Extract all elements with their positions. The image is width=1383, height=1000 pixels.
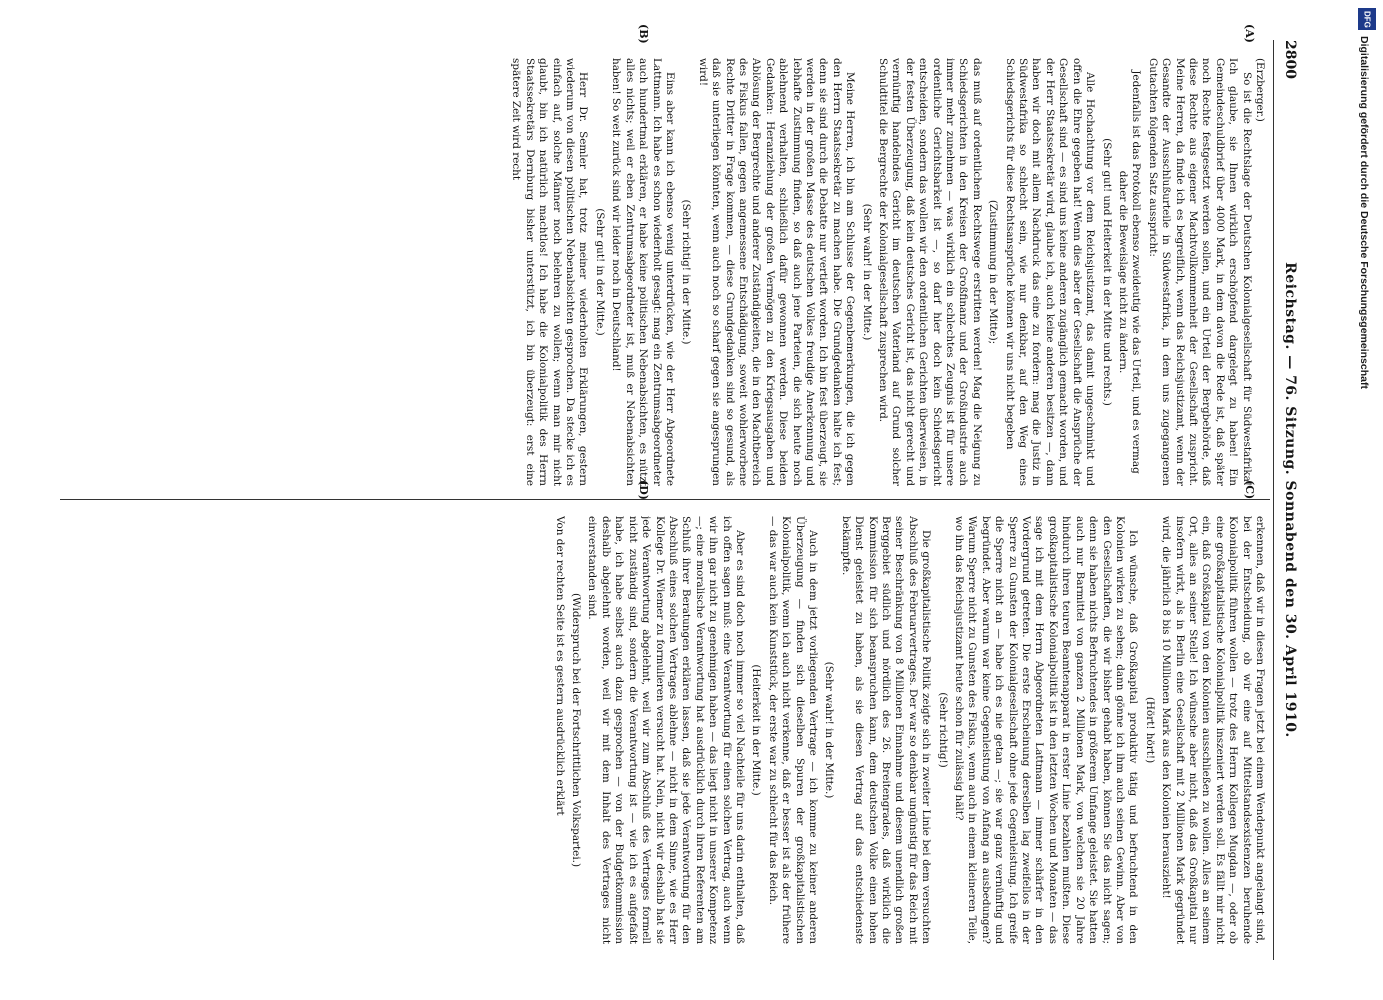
right-column (61, 516, 1266, 944)
paragraph: das muß auf ordentlichem Rechtswege erstritten werden! Mag die Neigung zu Schiedsgerichten in den Kreisen der Großfinanz und der Großindustrie auch immer mehr zunehmen — was wirklich ein schlechtes Zeugnis ist für unsere ordentliche Gerichtsbarkeit ist —, so darf hier doch kein Schiedsgericht entscheiden, sondern das wollen wir den ordentlichen Gerichten überweisen, in der festen Überzeugung, daß kein deutsches Gericht ist, das nicht gerecht und vernünftig handelndes Gericht im deutschen Vaterland auf Grund solcher Schuldtitel die Bergrechte der Kolonialgesellschaft zusprechen wird. (877, 58, 983, 486)
paragraph: Auch in dem jetzt vorliegenden Vertrage — ich komme zu keiner anderen Überzeugung — finden sich dieselben Spuren der großkapitalistischen Kolonialpolitik, wenn ich auch nicht verkenne, daß er besser ist als der frühere — das war auch kein Kunststück, der erste war zu schlecht für das Reich. (766, 516, 819, 944)
paragraph: Alle Hochachtung vor dem Reichsjustizamt, das damit ungeschminkt und offen die Ehre gegeben hat! Wenn dies aber der Gesellschaft die Ansprüche der Gesellschaft sind — es sind uns keine anderen zugänglich gemacht worden, und der Herr Staatssekretär wird, glaube ich, auch keine anderen besitzen —, dann haben wir doch mit allem Nachdruck das eine zu fordern: mag die Justiz in Südwestafrika so schlecht sein, wie nur denkbar, auf den Weg eines Schiedsgerichts für diese Rechtsansprüche können wir uns nicht begeben (1003, 58, 1097, 486)
funding-notice: Digitalisierung gefördert durch die Deutsche Forschungsgemeinschaft (1358, 36, 1370, 389)
interjection: (Heiterkeit in der Mitte.) (750, 664, 763, 796)
paragraph: (Erzberger.) (1254, 58, 1266, 122)
paragraph: So ist die Rechtslage der Deutschen Kolonialgesellschaft für Südwestafrika! Ich glaube, sie Ihnen wirklich erschöpfend dargelegt zu haben! Ein Gemeindeschuldbrief über 4000 Mark, in dem davon die Rede ist, daß später noch Rechte festgesetzt werden sollen, und ein Urteil der Bergbehörde, daß diese Rechte aus eigener Machtvollkommenheit der Gesellschaft zuspricht. Meine Herren, da finde ich es begreiflich, wenn das Reichsjustizamt, wenn der Gesandte der Ausschlußurteile in Südwestafrika, in dem uns zugegangenen Gutachten folgenden Satz ausspricht: (1146, 58, 1253, 486)
page-number: 2800 (1282, 40, 1298, 79)
interjection: Jedenfalls ist das Protokoll ebenso zweideutig wie das Urteil, und es vermag daher die Beweislage nicht zu ändern. (1116, 70, 1143, 474)
paragraph: Meine Herren, ich bin am Schlusse der Gegenbemerkungen, die ich gegen den Herrn Staatssekretär zu machen habe. Die Grundgedanken halte ich fest; denn sie sind durch die Debatte nur vertieft worden. Ich bin fest überzeugt, sie werden in der großen Masse des deutschen Volkes freudige Anerkennung und lebhafte Zustimmung finden, so daß auch jene Parteien, die sich heute noch ablehnend verhalten, schließlich dafür gewonnen werden. Diese beiden Gedanken: Heranziehung der großen Vermögen zu den Kriegsausgaben und Ablösung der Bergrechte und anderer Zuständigkeiten, die in den Machtbereich des Fiskus fallen, gegen angemessene Entschädigung, soweit wohlerworbene Rechte Dritter in Frage kommen, — diese Grundgedanken sind so gesund, als daß sie unterliegen könnten, wenn auch noch so scharf gegen sie angesprungen wird! (696, 58, 857, 486)
interjection: (Sehr wahr! in der Mitte.) (860, 203, 873, 341)
interjection: (Sehr richtig!) (936, 692, 949, 768)
paragraph: Ich wünsche, daß Großkapital produktiv tätig und befruchtend in den Kolonien wirken zu sehen; dann gönne ich ihm auch seinen Gewinn. Aber von den Gesellschaften, die wir bisher gehabt haben, können Sie das nicht sagen; denn sie haben nichts Befruchtendes in größerem Umfange geleistet. Sie hatten auch nur Barmittel von ganzen 2 Millionen Mark, von welchen sie 20 Jahre hindurch ihren teuren Beamtenapparat in erster Linie bezahlen mußten. Diese großkapitalistische Kolonialpolitik ist in den letzten Wochen und Monaten — das sage ich mit dem Herrn Abgeordneten Lattmann — immer schärfer in den Vordergrund getreten. Die erste Erscheinung derselben lag zweifellos in der Sperre zu Gunsten der Kolonialgesellschaft ohne jede Gegenleistung. Ich greife die Sperre nicht an — habe ich es nie getan —; sie war ganz vernünftig und begründet. Aber warum war keine Gegenleistung von Anfang an ausbedungen? Warum Sperre nicht zu Gunsten des Fiskus, wenn auch in einem kleineren Teile, wo ihn das Reichsjustizamt heute schon für zulässig hält? (953, 516, 1140, 944)
margin-marker-d: (D) (637, 480, 650, 500)
margin-marker-c: (C) (1243, 480, 1256, 500)
interjection: (Sehr gut! in der Mitte.) (593, 208, 606, 336)
page-header (1276, 40, 1300, 960)
interjection: (Sehr gut! und Heiterkeit in der Mitte und rechts.) (1100, 138, 1113, 406)
interjection: (Sehr richtig! in der Mitte.) (680, 199, 693, 345)
paragraph: Aber es sind doch noch immer so viel Nachteile für uns darin enthalten, daß ich offen sagen muß: eine Verantwortung für einen solchen Vertrag, auch wenn wir ihn gar nicht zu genehmigen haben — das liegt nicht in unserer Kompetenz —; eine moralische Verantwortung hat ausdrücklich durch ihren Referenten am Schluß ihrer Beratungen erklären lassen, daß sie jede Verantwortung für den Abschluß eines solchen Vertrages ablehne — nicht in dem Sinne, wie es Herr Kollege Dr. Wiemer zu formulieren versucht hat. Nein, nicht wir deshalb hat sie jede Verantwortung abgelehnt, weil wir zum Abschluß des Vertrages formell nicht zuständig sind, sondern die Verantwortung ist — wie ich es aufgefaßt habe, ich habe selbst auch dazu gesprochen — von der Budgetkommission deshalb abgelehnt worden, weil wir mit dem Inhalt des Vertrages nicht einverstanden sind. (586, 516, 746, 944)
interjection: (Sehr wahr! in der Mitte.) (823, 661, 836, 799)
column-separator (60, 499, 1270, 500)
paragraph: Von der rechten Seite ist es gestern ausdrücklich erklärt (553, 516, 566, 816)
paragraph: Die großkapitalistische Politik zeigte sich in zweiter Linie bei dem versuchten Abschluß des Februarvertrages. Der war so denkbar ungünstig für das Reich mit seiner Beschränkung von 8 Millionen Einnahme und diesem unendlich großen Berggebiet südlich und nördlich des 26. Breitengrades, daß wirklich die Kommission für sich beanspruchen kann, dem deutschen Volke einen hohen Dienst geleistet zu haben, als sie diesen Vertrag auf das entschiedenste bekämpfte. (839, 516, 933, 944)
rotated-page (55, 24, 1300, 960)
paragraph: Eins aber kann ich ebenso wenig unterdrücken, wie der Herr Abgeordnete Lattmann. Ich habe es schon wiederholt gesagt: mag ein Zentrumsabgeordneter auch hundertmal erklären, er habe keine politischen Nebenabsichten, es nützt alles nichts; weil er eben Zentrumsabgeordneter ist, muß er Nebenabsichten haben! So weit zurück sind wir leider noch in Deutschland! (610, 58, 676, 486)
header-rule (1273, 40, 1274, 960)
paragraph: Herr Dr. Semler hat, trotz meiner wiederholten Erklärungen, gestern wiederum von diesen politischen Nebenabsichten gesprochen. Da stecke ich es einfach auf, solche Männer noch belehren zu wollen; wenn man mir nicht glaubt, bin ich natürlich machtlos! Ich habe die Kolonialpolitik des Herrn Staatssekretärs Dernburg bisher unterstützt, ich bin überzeugt: erst eine spätere Zeit wird recht (510, 58, 590, 486)
paragraph: erkennen, daß wir in diesen Fragen jetzt bei einem Wendepunkt angelangt sind, bei der Entscheidung, ob wir eine auf Mittelstandsexistenzen beruhende Kolonialpolitik führen wollen — trotz des Herrn Kollegen Mugdan —, oder ob eine großkapitalistische Kolonialpolitik inszeniert werden soll. Es fällt mir nicht ein, daß Großkapital von den Kolonien ausschließen zu wollen. Alles an seinem Ort, alles an seiner Stelle! Ich wünsche aber nicht, daß das Großkapital nur insofern wirkt, als in Berlin eine Gesellschaft mit 2 Millionen Mark gegründet wird, die jährlich 8 bis 10 Millionen Mark aus den Kolonien herauszieht! (1160, 516, 1266, 944)
margin-marker-b: (B) (637, 24, 650, 44)
interjection: (Zustimmung in der Mitte); (987, 199, 1000, 345)
margin-marker-a: (A) (1243, 24, 1256, 43)
dfg-logo-badge: DFG (1358, 8, 1376, 30)
left-column (61, 58, 1266, 486)
interjection: (Hört! hört!) (1143, 696, 1156, 764)
running-head: Reichstag. — 76. Sitzung. Sonnabend den 30. April 1910. (1282, 262, 1298, 738)
interjection: (Widerspruch bei der Fortschrittlichen Volkspartei.) (570, 593, 583, 867)
